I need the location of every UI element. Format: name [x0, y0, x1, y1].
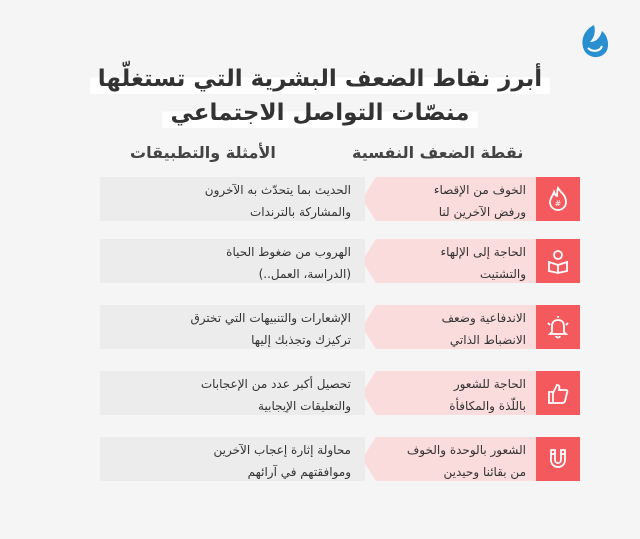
page-title	[0, 62, 640, 130]
example-cell: الحديث بما يتحدّث به الآخرون والمشاركة بالترندات	[100, 177, 365, 221]
magnet-icon	[536, 437, 580, 481]
examples-column-header: الأمثلة والتطبيقات	[130, 143, 276, 162]
example-cell: تحصيل أكبر عدد من الإعجابات والتعليقات الإيجابية	[100, 371, 365, 415]
example-cell: محاولة إثارة إعجاب الآخرين وموافقتهم في آرائهم	[100, 437, 365, 481]
weakness-column-header: نقطة الضعف النفسية	[352, 143, 524, 162]
weakness-cell: الحاجة إلى الإلهاء والتشتيت	[376, 239, 536, 283]
table-row	[100, 437, 580, 481]
table-row	[100, 177, 580, 221]
person-reading-icon	[536, 239, 580, 283]
title-line-2: منصّات التواصل الاجتماعي	[162, 98, 477, 128]
example-cell: الإشعارات والتنبيهات التي تخترق تركيزك وتجذبك إليها	[100, 305, 365, 349]
example-cell: الهروب من ضغوط الحياة (الدراسة، العمل..)	[100, 239, 365, 283]
weakness-cell: الشعور بالوحدة والخوف من بقائنا وحيدين	[376, 437, 536, 481]
table-row	[100, 371, 580, 415]
table-row	[100, 239, 580, 283]
hashtag-flame-icon	[536, 177, 580, 221]
aljazeera-logo	[574, 22, 614, 62]
weakness-cell: الاندفاعية وضعف الانضباط الذاتي	[376, 305, 536, 349]
weakness-cell: الخوف من الإقصاء ورفض الآخرين لنا	[376, 177, 536, 221]
thumbs-up-icon	[536, 371, 580, 415]
weakness-cell: الحاجة للشعور باللّذة والمكافأة	[376, 371, 536, 415]
table-row	[100, 305, 580, 349]
title-line-1: أبرز نقاط الضعف البشرية التي تستغلّها	[90, 64, 550, 94]
svg-text:#: #	[554, 199, 562, 208]
notification-bell-icon	[536, 305, 580, 349]
